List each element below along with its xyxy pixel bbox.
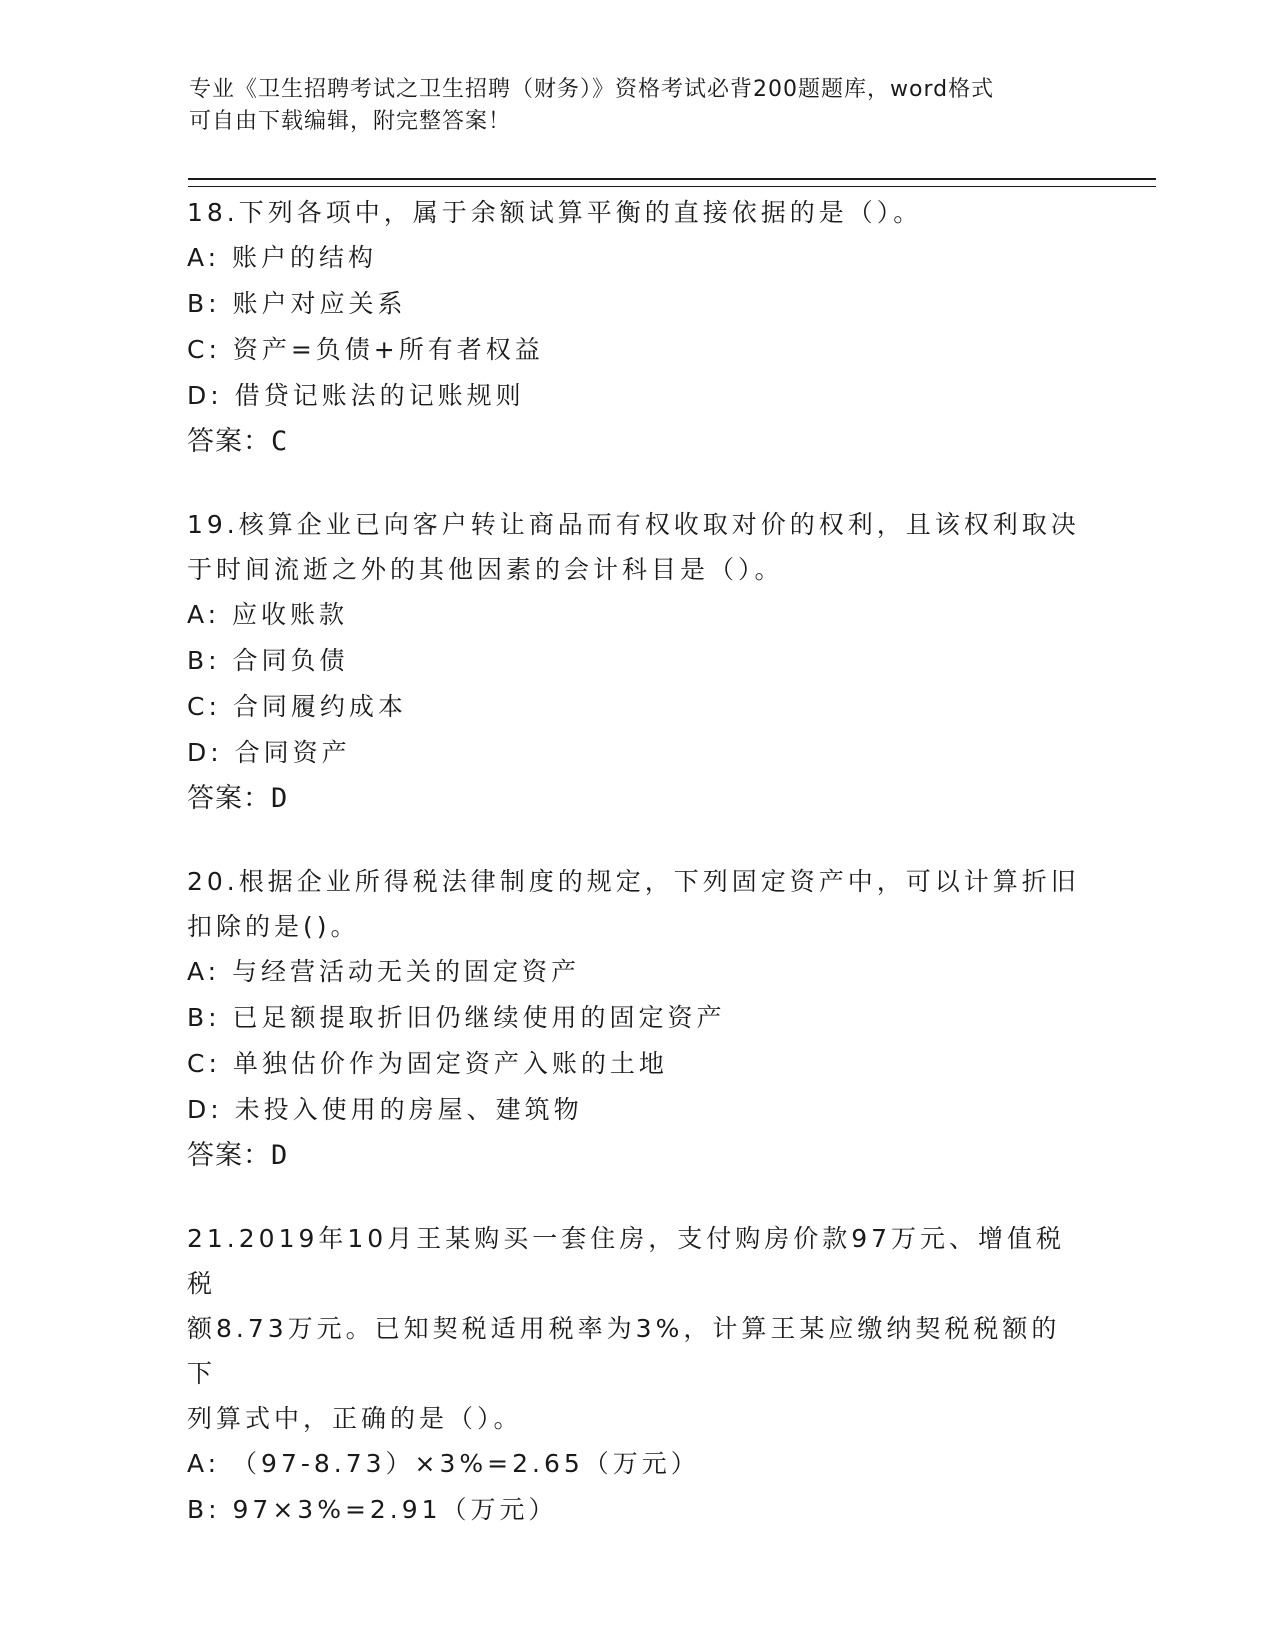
- option-text: 应收账款: [232, 600, 349, 629]
- option-key: C:: [187, 692, 221, 721]
- question-list: [187, 190, 1087, 1570]
- option-text: 合同履约成本: [232, 692, 407, 721]
- option-text: 单独估价作为固定资产入账的土地: [232, 1049, 668, 1078]
- option-key: B:: [187, 1003, 221, 1032]
- option-b: [187, 638, 1087, 684]
- option-d: [187, 1087, 1087, 1133]
- question-20: [187, 859, 1087, 1179]
- question-stem-line-2: 额8.73万元。已知契税适用税率为3%，计算王某应缴纳契税税额的下: [187, 1314, 1061, 1388]
- option-c: [187, 327, 1087, 373]
- option-text: 未投入使用的房屋、建筑物: [234, 1095, 583, 1124]
- option-key: A:: [187, 243, 221, 272]
- option-b: [187, 995, 1087, 1041]
- option-c: [187, 1041, 1087, 1087]
- answer-label: 答案：: [187, 1140, 271, 1171]
- answer-line: [187, 419, 1087, 465]
- header-line-2: 可自由下载编辑，附完整答案！: [189, 109, 512, 134]
- option-text: 借贷记账法的记账规则: [234, 381, 525, 410]
- answer-value: D: [271, 783, 289, 814]
- option-a: [187, 592, 1087, 638]
- option-key: A:: [187, 600, 221, 629]
- option-text: 合同资产: [234, 738, 351, 767]
- option-key: A:: [187, 1449, 221, 1478]
- option-text: 97×3%=2.91（万元）: [232, 1495, 558, 1524]
- option-d: [187, 730, 1087, 776]
- question-21: [187, 1216, 1087, 1533]
- option-text: 与经营活动无关的固定资产: [232, 957, 581, 986]
- option-key: C:: [187, 335, 221, 364]
- answer-label: 答案：: [187, 783, 271, 814]
- option-key: B:: [187, 289, 221, 318]
- option-key: B:: [187, 1495, 221, 1524]
- header-divider: [188, 178, 1156, 187]
- option-b: [187, 1487, 1087, 1533]
- question-stem-line-2: 于时间流逝之外的其他因素的会计科目是（）。: [187, 555, 784, 584]
- option-b: [187, 281, 1087, 327]
- option-text: 账户的结构: [232, 243, 378, 272]
- answer-value: D: [271, 1140, 289, 1171]
- option-text: 资产=负债+所有者权益: [232, 335, 544, 364]
- option-key: C:: [187, 1049, 221, 1078]
- option-text: 已足额提取折旧仍继续使用的固定资产: [232, 1003, 726, 1032]
- header-line-1: 专业《卫生招聘考试之卫生招聘（财务）》资格考试必背200题题库，word格式: [189, 77, 995, 102]
- question-stem-line-1: 20.根据企业所得税法律制度的规定，下列固定资产中，可以计算折旧: [187, 867, 1080, 896]
- question-stem-line-1: 21.2019年10月王某购买一套住房，支付购房价款97万元、增值税税: [187, 1224, 1066, 1298]
- option-a: [187, 235, 1087, 281]
- option-text: 账户对应关系: [232, 289, 407, 318]
- option-key: A:: [187, 957, 221, 986]
- question-18: [187, 190, 1087, 465]
- answer-line: [187, 776, 1087, 822]
- question-stem: 18.下列各项中，属于余额试算平衡的直接依据的是（）。: [187, 198, 923, 227]
- answer-value: C: [271, 426, 289, 457]
- answer-label: 答案：: [187, 426, 271, 457]
- option-text: （97-8.73）×3%=2.65（万元）: [232, 1449, 700, 1478]
- option-a: [187, 949, 1087, 995]
- question-stem-line-2: 扣除的是()。: [187, 912, 360, 941]
- document-header: [189, 74, 1069, 138]
- question-stem-line-3: 列算式中，正确的是（）。: [187, 1404, 523, 1433]
- option-key: D:: [187, 738, 223, 767]
- option-key: D:: [187, 1095, 223, 1124]
- option-a: [187, 1441, 1087, 1487]
- option-key: D:: [187, 381, 223, 410]
- answer-line: [187, 1133, 1087, 1179]
- option-text: 合同负债: [232, 646, 349, 675]
- option-c: [187, 684, 1087, 730]
- question-stem-line-1: 19.核算企业已向客户转让商品而有权收取对价的权利，且该权利取决: [187, 510, 1080, 539]
- option-d: [187, 373, 1087, 419]
- option-key: B:: [187, 646, 221, 675]
- question-19: [187, 502, 1087, 822]
